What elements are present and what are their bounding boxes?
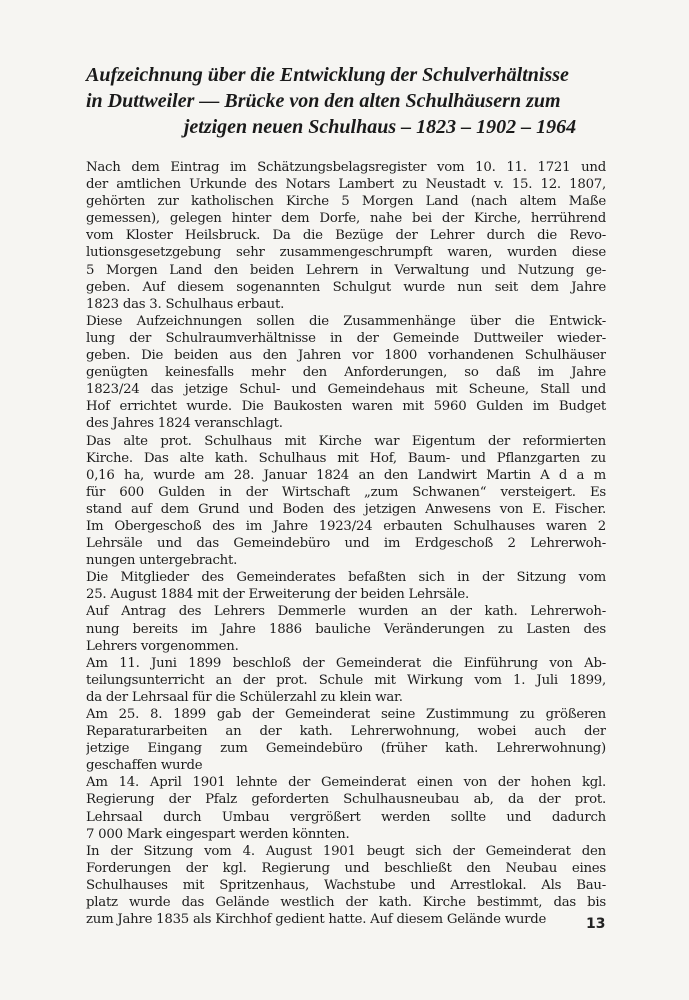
text-line: geben. Auf diesem sogenannten Schulgut wurde nun seit dem Jahre [86,279,606,295]
text-line: für 600 Gulden in der Wirtschaft „zum Schwanen“ versteigert. Es [86,484,606,500]
text-line: 25. August 1884 mit der Erweiterung der beiden Lehrsäle. [86,587,469,603]
text-line: des Jahres 1824 veranschlagt. [86,416,283,432]
paragraph [86,843,606,928]
paragraph [86,603,606,654]
paragraph [86,433,606,570]
paragraph [86,706,606,774]
text-line: 5 Morgen Land den beiden Lehrern in Verwaltung und Nutzung ge- [86,262,606,278]
text-line: teilungsunterricht an der prot. Schule mit Wirkung vom 1. Juli 1899, [86,672,606,688]
text-line: Hof errichtet wurde. Die Baukosten waren mit 5960 Gulden im Budget [86,399,606,415]
text-line: stand auf dem Grund und Boden des jetzigen Anwesens von E. Fischer. [86,501,606,517]
text-line: Nach dem Eintrag im Schätzungsbelagsregister vom 10. 11. 1721 und [86,160,606,175]
paragraph [86,313,606,433]
text-line: 7 000 Mark eingespart werden könnten. [86,826,350,842]
text-line: gemessen), gelegen hinter dem Dorfe, nahe bei der Kirche, herrührend [86,211,606,227]
text-line: lung der Schulraumverhältnisse in der Gemeinde Duttweiler wieder- [86,330,606,346]
text-line: Kirche. Das alte kath. Schulhaus mit Hof, Baum- und Pflanzgarten zu [86,450,606,466]
text-line: vom Kloster Heilsbruck. Da die Bezüge der Lehrer durch die Revo- [86,228,606,244]
text-line: nungen untergebracht. [86,553,238,569]
document-body [86,159,606,928]
text-line: Schulhauses mit Spritzenhaus, Wachstube und Arrestlokal. Als Bau- [86,877,606,893]
text-line: Das alte prot. Schulhaus mit Kirche war Eigentum der reformierten [86,433,606,449]
text-line: gehörten zur katholischen Kirche 5 Morgen Land (nach altem Maße [86,194,606,210]
text-line: 1823/24 das jetzige Schul- und Gemeindehaus mit Scheune, Stall und [86,382,606,398]
text-line: nung bereits im Jahre 1886 bauliche Veränderungen zu Lasten des [86,621,606,637]
text-line: Forderungen der kgl. Regierung und beschließt den Neubau eines [86,860,606,876]
text-line: Auf Antrag des Lehrers Demmerle wurden an der kath. Lehrerwoh- [86,604,606,620]
text-line: genügten keinesfalls mehr den Anforderungen, so daß im Jahre [86,365,606,381]
text-line: Lehrers vorgenommen. [86,638,239,654]
document-title [72,62,632,140]
text-line: der amtlichen Urkunde des Notars Lambert zu Neustadt v. 15. 12. 1807, [86,177,606,193]
text-line: 1823 das 3. Schulhaus erbaut. [86,296,285,312]
paragraph [86,655,606,706]
text-line: da der Lehrsaal für die Schülerzahl zu klein war. [86,689,403,705]
title-line-2: in Duttweiler — Brücke von den alten Schulhäusern zum [86,90,561,112]
text-line: Im Obergeschoß des im Jahre 1923/24 erbauten Schulhauses waren 2 [86,518,606,534]
title-line-1: Aufzeichnung über die Entwicklung der Schulverhältnisse [86,64,569,86]
text-line: Am 14. April 1901 lehnte der Gemeinderat einen von der hohen kgl. [86,775,606,791]
paragraph [86,774,606,842]
text-line: In der Sitzung vom 4. August 1901 beugt sich der Gemeinderat den [86,843,606,859]
text-line: platz wurde das Gelände westlich der kath. Kirche bestimmt, das bis [86,895,606,911]
text-line: lutionsgesetzgebung sehr zusammengeschrumpft waren, wurden diese [86,245,606,261]
text-line: Am 11. Juni 1899 beschloß der Gemeinderat die Einführung von Ab- [86,655,606,671]
text-line: Am 25. 8. 1899 gab der Gemeinderat seine Zustimmung zu größeren [86,707,606,722]
text-line: Die Mitglieder des Gemeinderates befaßten sich in der Sitzung vom [86,570,606,586]
paragraph [86,159,606,313]
text-line: Reparaturarbeiten an der kath. Lehrerwohnung, wobei auch der [86,724,606,740]
paragraph [86,569,606,603]
text-line: geschaffen wurde [86,758,203,774]
text-line: Regierung der Pfalz geforderten Schulhausneubau ab, da der prot. [86,792,606,808]
page-number: 13 [586,916,606,932]
text-line: 0,16 ha, wurde am 28. Januar 1824 an den Landwirt Martin A d a m [86,467,606,483]
text-line: Lehrsaal durch Umbau vergrößert werden sollte und dadurch [86,809,606,825]
text-line: zum Jahre 1835 als Kirchhof gedient hatte. Auf diesem Gelände wurde [86,912,547,928]
title-line-3: jetzigen neuen Schulhaus – 1823 – 1902 – 1964 [183,116,577,138]
text-line: Diese Aufzeichnungen sollen die Zusammenhänge über die Entwick- [86,313,606,329]
text-line: jetzige Eingang zum Gemeindebüro (früher kath. Lehrerwohnung) [86,741,606,757]
text-line: Lehrsäle und das Gemeindebüro und im Erdgeschoß 2 Lehrerwoh- [86,536,606,552]
text-line: geben. Die beiden aus den Jahren vor 1800 vorhandenen Schulhäuser [86,348,606,364]
